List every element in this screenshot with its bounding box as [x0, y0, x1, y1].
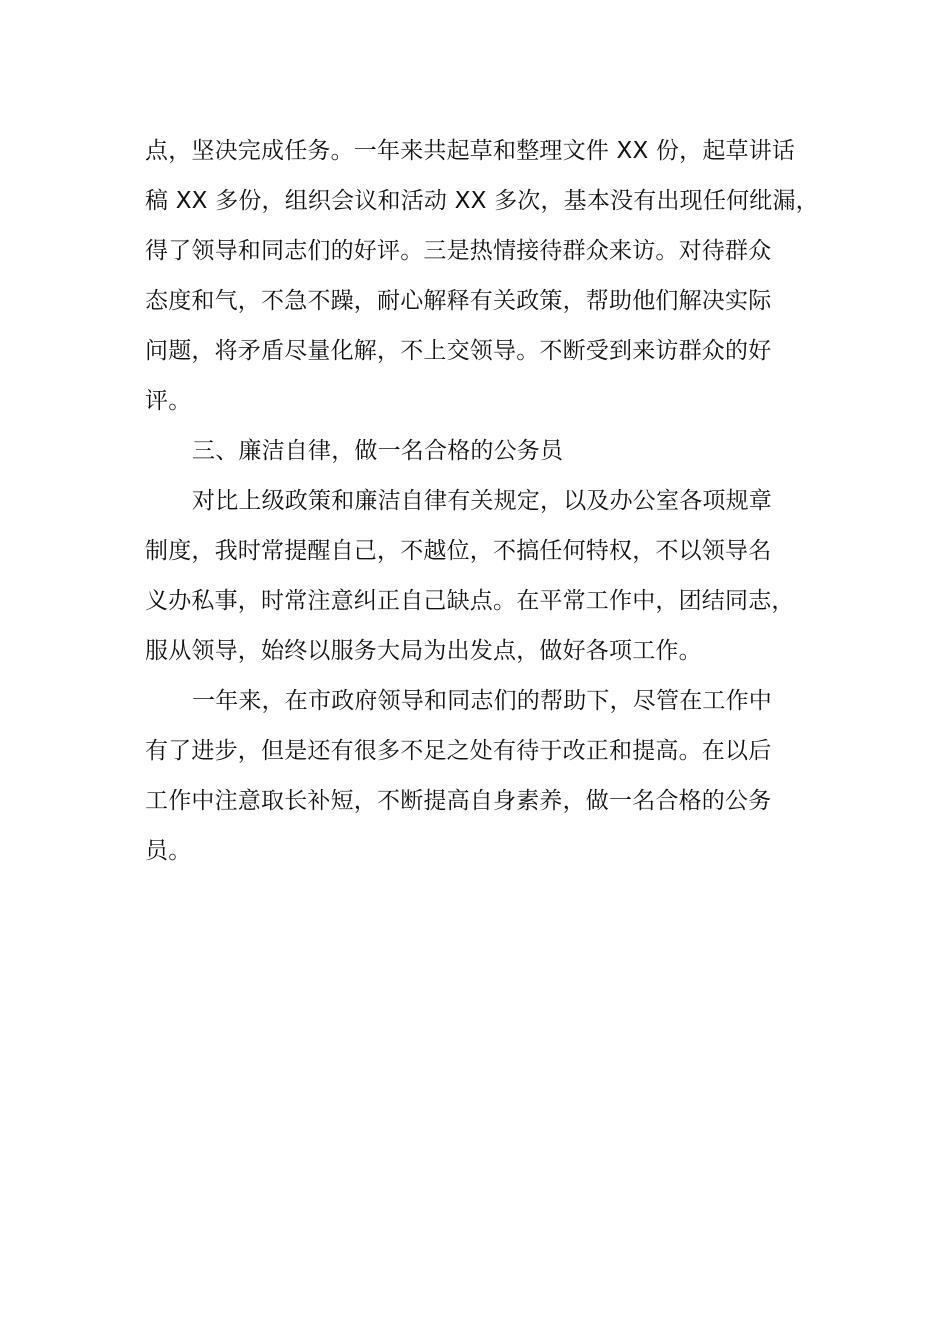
paragraph-2-line-4: 服从领导，始终以服务大局为出发点，做好各项工作。 — [145, 638, 702, 664]
paragraph-3-line-3: 工作中注意取长补短，不断提高自身素养，做一名合格的公务 — [145, 788, 772, 814]
paragraph-1-line-4: 态度和气，不急不躁，耐心解释有关政策，帮助他们解决实际 — [145, 288, 772, 314]
paragraph-1-line-6: 评。 — [145, 388, 192, 414]
paragraph-3-line-1: 一年来，在市政府领导和同志们的帮助下，尽管在工作中 — [192, 688, 772, 714]
paragraph-1-line-2: 稿 XX 多份，组织会议和活动 XX 多次，基本没有出现任何纰漏， — [145, 188, 819, 214]
section-heading-3: 三、廉洁自律，做一名合格的公务员 — [192, 438, 564, 464]
paragraph-1-line-1: 点，坚决完成任务。一年来共起草和整理文件 XX 份，起草讲话 — [145, 138, 796, 164]
document-body — [145, 126, 835, 876]
paragraph-2-line-3: 义办私事，时常注意纠正自己缺点。在平常工作中，团结同志， — [145, 588, 795, 614]
paragraph-2-line-2: 制度，我时常提醒自己，不越位，不搞任何特权，不以领导名 — [145, 538, 772, 564]
paragraph-3-line-2: 有了进步，但是还有很多不足之处有待于改正和提高。在以后 — [145, 738, 772, 764]
paragraph-3-line-4: 员。 — [145, 838, 192, 864]
paragraph-1-line-3: 得了领导和同志们的好评。三是热情接待群众来访。对待群众 — [145, 238, 772, 264]
paragraph-2-line-1: 对比上级政策和廉洁自律有关规定，以及办公室各项规章 — [192, 488, 772, 514]
paragraph-1-line-5: 问题，将矛盾尽量化解，不上交领导。不断受到来访群众的好 — [145, 338, 772, 364]
